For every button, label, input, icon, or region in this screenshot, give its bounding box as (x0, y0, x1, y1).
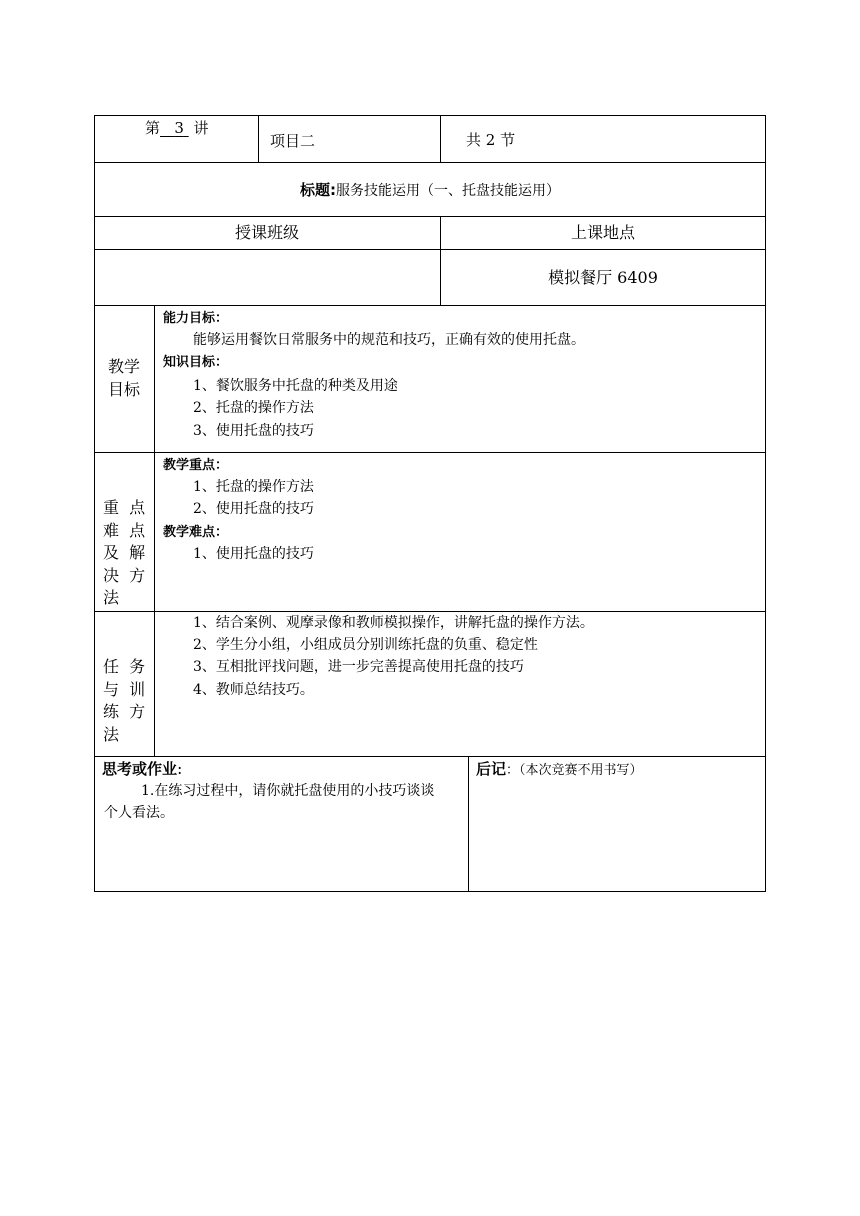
difficulty-heading: 教学难点： (163, 525, 229, 540)
title-label: 标题: (300, 181, 336, 199)
column-divider (154, 305, 155, 757)
list-item: 1、使用托盘的技巧 (193, 546, 314, 562)
list-item: 3、互相批评找问题，进一步完善提高使用托盘的技巧 (193, 659, 524, 675)
key-points-label: 重 点 难 点 及 解 决 方 法 (103, 498, 146, 607)
row-divider (94, 305, 766, 306)
teaching-goals-label: 教学 目标 (107, 357, 140, 399)
list-item: 1、托盘的操作方法 (193, 479, 314, 495)
lecture-prefix: 第 (145, 119, 161, 137)
row-divider (94, 162, 766, 163)
class-label: 授课班级 (234, 223, 299, 242)
ability-goal-heading: 能力目标： (163, 311, 229, 326)
homework-heading (102, 759, 182, 779)
tasks-label: 任 务 与 训 练 方 法 (103, 657, 146, 744)
list-item: 2、使用托盘的技巧 (193, 501, 314, 517)
homework-colon: : (177, 759, 183, 778)
afterword-note: ：（本次竞赛不用书写） (506, 763, 643, 778)
row-divider (94, 452, 766, 453)
location-value: 模拟餐厅 6409 (548, 268, 658, 287)
lecture-number-value: 3 (174, 119, 184, 137)
lecture-number (145, 118, 208, 138)
afterword-label: 后记 (476, 760, 507, 778)
location-label: 上课地点 (570, 223, 635, 242)
homework-label: 思考或作业 (102, 760, 178, 778)
focus-heading: 教学重点： (163, 458, 229, 473)
list-item: 3、使用托盘的技巧 (193, 423, 314, 439)
column-divider (440, 115, 441, 163)
list-item: 1、结合案例、观摩录像和教师模拟操作，讲解托盘的操作方法。 (193, 615, 594, 631)
homework-line-1: 1.在练习过程中，请你就托盘使用的小技巧谈谈 (141, 783, 435, 799)
list-item: 1、餐饮服务中托盘的种类及用途 (193, 378, 398, 394)
list-item: 2、托盘的操作方法 (193, 400, 314, 416)
page-title (94, 180, 766, 203)
row-divider (94, 249, 766, 250)
afterword-heading (476, 759, 643, 783)
row-divider (94, 216, 766, 217)
column-divider (468, 756, 469, 892)
column-divider (258, 115, 259, 163)
list-item: 4、教师总结技巧。 (193, 682, 314, 698)
row-divider (94, 756, 766, 757)
knowledge-goal-heading: 知识目标： (163, 355, 229, 370)
list-item: 2、学生分小组，小组成员分别训练托盘的负重、稳定性 (193, 637, 538, 653)
lecture-suffix: 讲 (193, 119, 209, 137)
project-name: 项目二 (270, 132, 316, 150)
ability-goal-text: 能够运用餐饮日常服务中的规范和技巧，正确有效的使用托盘。 (193, 332, 585, 348)
homework-line-2: 个人看法。 (104, 805, 174, 821)
total-sessions: 共 2 节 (466, 131, 516, 149)
title-text: 服务技能运用（一、托盘技能运用） (336, 183, 560, 199)
